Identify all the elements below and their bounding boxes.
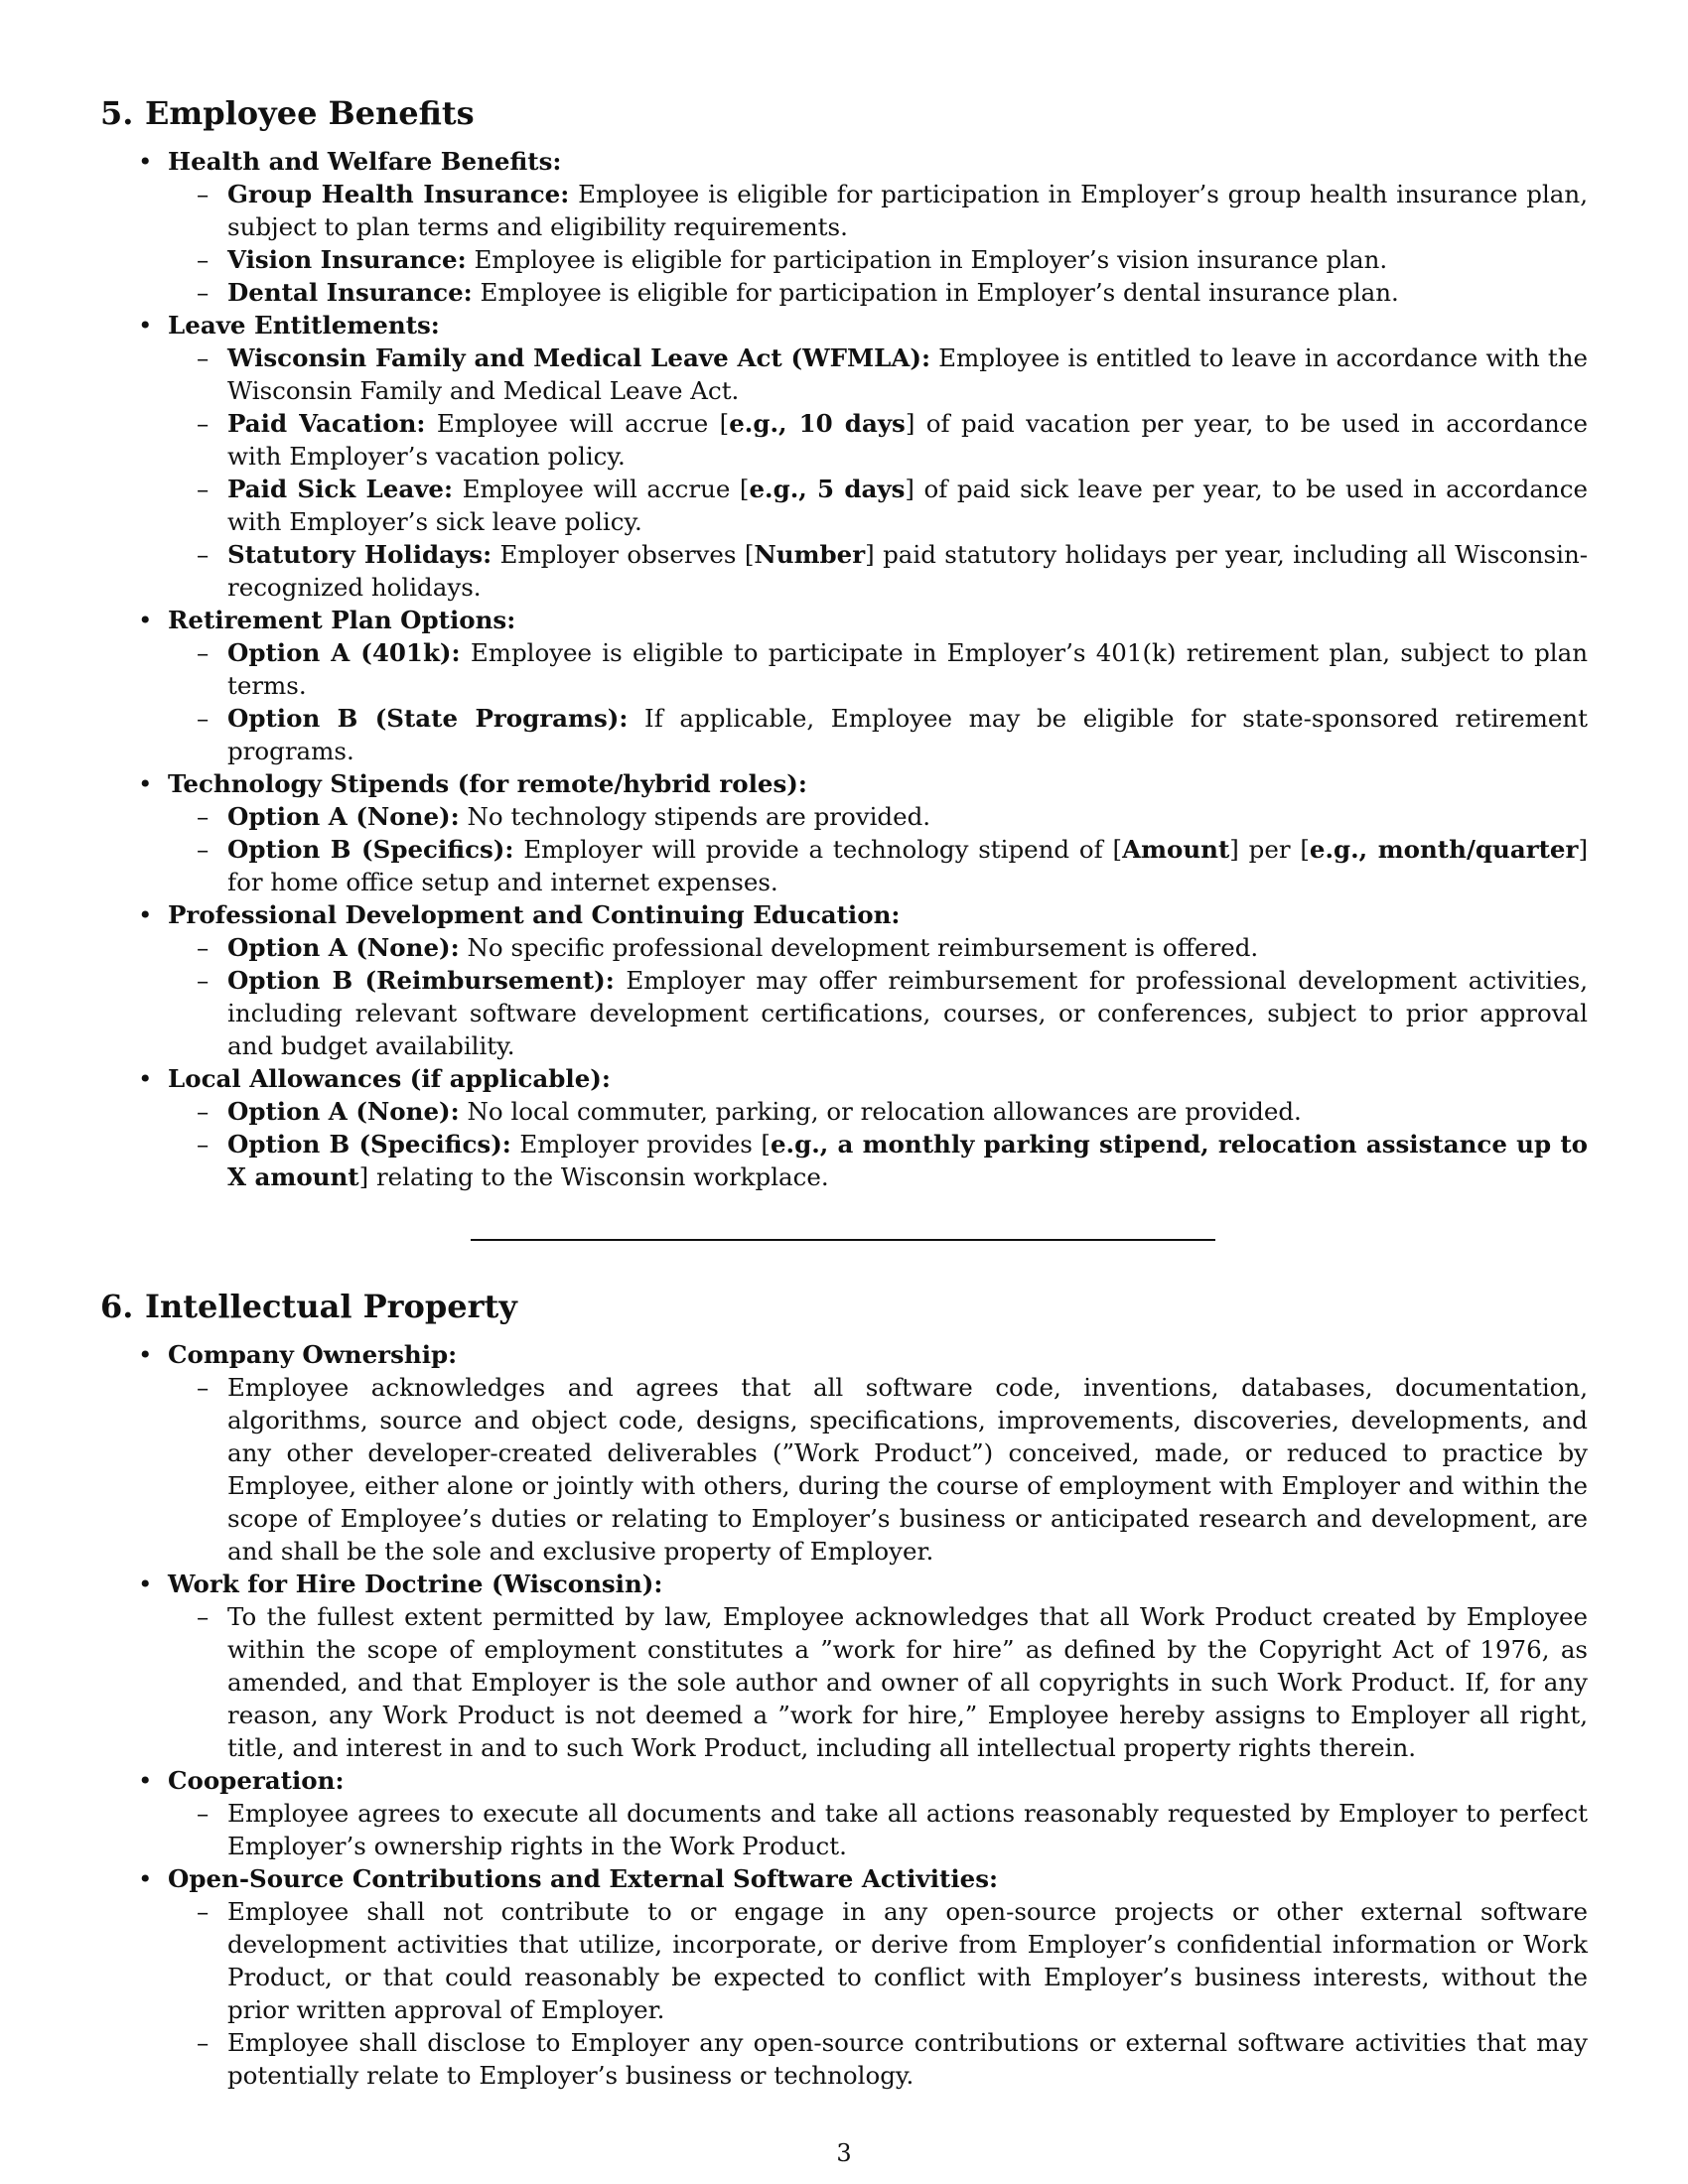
sub-item-label: Option B (Specifics):: [227, 1130, 511, 1159]
sub-item-text: ] relating to the Wisconsin workplace.: [358, 1162, 829, 1191]
sub-item-text: Employee shall disclose to Employer any open-source contributions or external software activities that may potentially relate to Employer’s business or technology.: [227, 2028, 1588, 2090]
sub-item: [168, 800, 1588, 833]
sub-item-text: Employee shall not contribute to or engage in any open-source projects or other external software development activities that utilize, incorporate, or derive from Employer’s confidential information or Work Product, or that could reasonably be expected to conflict with Employer’s business interests, without the prior written approval of Employer.: [227, 1897, 1588, 2024]
dash-icon: –: [197, 245, 210, 274]
sub-item: [168, 1895, 1588, 2026]
sub-item: [168, 1600, 1588, 1764]
sub-item-text: Employee is eligible to participate in Employer’s 401(k) retirement plan, subject to plan terms.: [227, 638, 1588, 700]
section-heading: [100, 91, 1588, 135]
sub-item: [168, 1095, 1588, 1128]
sub-item-text: ] per [: [1229, 835, 1310, 864]
bullet-icon: •: [138, 147, 153, 176]
sub-item-text: Employee will accrue [: [436, 409, 730, 438]
sub-item-text: Employee agrees to execute all documents and take all actions reasonably requested by Employer to perfect Employer’s ownership rights in the Work Product.: [227, 1799, 1588, 1860]
sub-item-text: Employer may offer reimbursement for professional development activities, including relevant software development certifications, courses, or conferences, subject to prior approval and budget availability.: [227, 966, 1588, 1060]
dash-icon: –: [197, 409, 210, 438]
dash-icon: –: [197, 802, 210, 831]
section-title: Intellectual Property: [145, 1288, 517, 1325]
item-title: Work for Hire Doctrine (Wisconsin):: [168, 1570, 663, 1598]
section-employee-benefits: [100, 91, 1588, 1193]
sub-item: [168, 178, 1588, 243]
sub-item: [168, 341, 1588, 407]
list-item: [100, 898, 1588, 1062]
sub-item-label: Option B (State Programs):: [227, 704, 629, 733]
bullet-icon: •: [138, 900, 153, 929]
benefits-list: [100, 145, 1588, 1193]
sub-item: [168, 276, 1588, 309]
sub-item-label: Option A (None):: [227, 933, 460, 962]
sub-item: [168, 1128, 1588, 1193]
list-item: [100, 1568, 1588, 1764]
sub-item: [168, 1371, 1588, 1568]
bullet-icon: •: [138, 606, 153, 634]
sub-list: [168, 1095, 1588, 1193]
sub-item-label: Vision Insurance:: [227, 245, 467, 274]
page-number: 3: [836, 2139, 852, 2167]
placeholder-value: e.g., 10 days: [729, 409, 906, 438]
sub-item-label: Option B (Reimbursement):: [227, 966, 615, 995]
item-title: Retirement Plan Options:: [168, 606, 516, 634]
sub-item-text: Employee acknowledges and agrees that all software code, inventions, databases, documentation, algorithms, source and object code, designs, specifications, improvements, discoveries, developments, and any other developer-created deliverables (”Work Product”) conceived, made, or reduced to practice by Employee, either alone or jointly with others, during the course of employment with Employer and within the scope of Employee’s duties or relating to Employer’s business or anticipated research and development, are and shall be the sole and exclusive property of Employer.: [227, 1373, 1588, 1566]
sub-item-text: ] of paid vacation per year, to be used in accordance with Employer’s vacation policy.: [227, 409, 1588, 471]
sub-item-label: Group Health Insurance:: [227, 180, 570, 208]
list-item: [100, 1338, 1588, 1568]
dash-icon: –: [197, 835, 210, 864]
sub-item-text: Employee will accrue [: [462, 475, 750, 503]
section-intellectual-property: [100, 1285, 1588, 2092]
sub-item-label: Option A (401k):: [227, 638, 461, 667]
placeholder-value: e.g., a monthly parking stipend, relocation assistance up to X amount: [227, 1130, 1588, 1191]
sub-item-label: Wisconsin Family and Medical Leave Act (WFMLA):: [227, 343, 931, 372]
dash-icon: –: [197, 540, 210, 569]
dash-icon: –: [197, 704, 210, 733]
sub-item: [168, 473, 1588, 538]
bullet-icon: •: [138, 1766, 153, 1795]
item-title: Technology Stipends (for remote/hybrid roles):: [168, 769, 807, 798]
placeholder-value: e.g., month/quarter: [1309, 835, 1579, 864]
sub-item: [168, 2026, 1588, 2092]
section-heading: [100, 1285, 1588, 1328]
sub-item-label: Paid Sick Leave:: [227, 475, 454, 503]
sub-item-text: Employer observes [: [499, 540, 755, 569]
sub-item-text: Employer provides [: [519, 1130, 771, 1159]
sub-item-label: Option A (None):: [227, 802, 460, 831]
sub-list: [168, 178, 1588, 309]
sub-item: [168, 833, 1588, 898]
list-item: [100, 767, 1588, 898]
item-title: Professional Development and Continuing Education:: [168, 900, 901, 929]
sub-item: [168, 702, 1588, 767]
item-title: Local Allowances (if applicable):: [168, 1064, 611, 1093]
item-title: Open-Source Contributions and External Software Activities:: [168, 1864, 999, 1893]
dash-icon: –: [197, 343, 210, 372]
sub-item: [168, 1797, 1588, 1862]
sub-item-label: Paid Vacation:: [227, 409, 426, 438]
sub-item-text: Employee is eligible for participation in Employer’s group health insurance plan, subject to plan terms and eligibility requirements.: [227, 180, 1588, 241]
item-title: Company Ownership:: [168, 1340, 458, 1369]
placeholder-value: Amount: [1122, 835, 1230, 864]
sub-item: [168, 931, 1588, 964]
dash-icon: –: [197, 278, 210, 307]
sub-item-text: No specific professional development reimbursement is offered.: [467, 933, 1259, 962]
sub-item: [168, 538, 1588, 604]
bullet-icon: •: [138, 1864, 153, 1893]
bullet-icon: •: [138, 1064, 153, 1093]
placeholder-value: e.g., 5 days: [749, 475, 906, 503]
sub-list: [168, 1797, 1588, 1862]
sub-item-text: To the fullest extent permitted by law, Employee acknowledges that all Work Product created by Employee within the scope of employment constitutes a ”work for hire” as defined by the Copyright Act of 1976, as amended, and that Employer is the sole author and owner of all copyrights in such Work Product. If, for any reason, any Work Product is not deemed a ”work for hire,” Employee hereby assigns to Employer all right, title, and interest in and to such Work Product, including all intellectual property rights therein.: [227, 1602, 1588, 1762]
sub-item-text: If applicable, Employee may be eligible for state-sponsored retirement programs.: [227, 704, 1589, 765]
list-item: [100, 145, 1588, 309]
item-title: Cooperation:: [168, 1766, 345, 1795]
sub-item: [168, 407, 1588, 473]
item-title: Leave Entitlements:: [168, 311, 440, 340]
dash-icon: –: [197, 180, 210, 208]
bullet-icon: •: [138, 1570, 153, 1598]
sub-list: [168, 1895, 1588, 2092]
sub-item-text: Employee is eligible for participation in Employer’s vision insurance plan.: [474, 245, 1388, 274]
sub-item-text: No technology stipends are provided.: [467, 802, 931, 831]
document-content: [100, 91, 1588, 2092]
bullet-icon: •: [138, 1340, 153, 1369]
list-item: [100, 309, 1588, 604]
dash-icon: –: [197, 2028, 210, 2057]
sub-item-label: Statutory Holidays:: [227, 540, 492, 569]
dash-icon: –: [197, 933, 210, 962]
sub-list: [168, 931, 1588, 1062]
placeholder-value: Number: [754, 540, 866, 569]
list-item: [100, 1764, 1588, 1862]
bullet-icon: •: [138, 769, 153, 798]
sub-item-text: ] paid statutory holidays per year, including all Wisconsin-recognized holidays.: [227, 540, 1589, 602]
section-divider: [471, 1239, 1215, 1241]
dash-icon: –: [197, 1897, 210, 1926]
sub-item-text: Employer will provide a technology stipend of [: [523, 835, 1123, 864]
sub-item: [168, 964, 1588, 1062]
sub-item: [168, 636, 1588, 702]
sub-list: [168, 800, 1588, 898]
sub-item-label: Option A (None):: [227, 1097, 460, 1126]
sub-item: [168, 243, 1588, 276]
list-item: [100, 1862, 1588, 2092]
dash-icon: –: [197, 638, 210, 667]
dash-icon: –: [197, 1097, 210, 1126]
dash-icon: –: [197, 1799, 210, 1828]
sub-list: [168, 341, 1588, 604]
dash-icon: –: [197, 475, 210, 503]
sub-item-text: ] for home office setup and internet expenses.: [227, 835, 1588, 896]
sub-list: [168, 1600, 1588, 1764]
ip-list: [100, 1338, 1588, 2092]
sub-item-text: No local commuter, parking, or relocation allowances are provided.: [467, 1097, 1302, 1126]
list-item: [100, 1062, 1588, 1193]
dash-icon: –: [197, 1602, 210, 1631]
dash-icon: –: [197, 1373, 210, 1402]
section-number: 5.: [100, 94, 134, 132]
section-number: 6.: [100, 1288, 134, 1325]
item-title: Health and Welfare Benefits:: [168, 147, 562, 176]
section-title: Employee Benefits: [145, 94, 475, 132]
sub-list: [168, 1371, 1588, 1568]
bullet-icon: •: [138, 311, 153, 340]
sub-item-text: Employee is entitled to leave in accordance with the Wisconsin Family and Medical Leave Act.: [227, 343, 1588, 405]
sub-item-text: ] of paid sick leave per year, to be used in accordance with Employer’s sick leave policy.: [227, 475, 1588, 536]
sub-item-text: Employee is eligible for participation in Employer’s dental insurance plan.: [480, 278, 1399, 307]
sub-list: [168, 636, 1588, 767]
dash-icon: –: [197, 1130, 210, 1159]
list-item: [100, 604, 1588, 767]
sub-item-label: Option B (Specifics):: [227, 835, 514, 864]
dash-icon: –: [197, 966, 210, 995]
sub-item-label: Dental Insurance:: [227, 278, 473, 307]
